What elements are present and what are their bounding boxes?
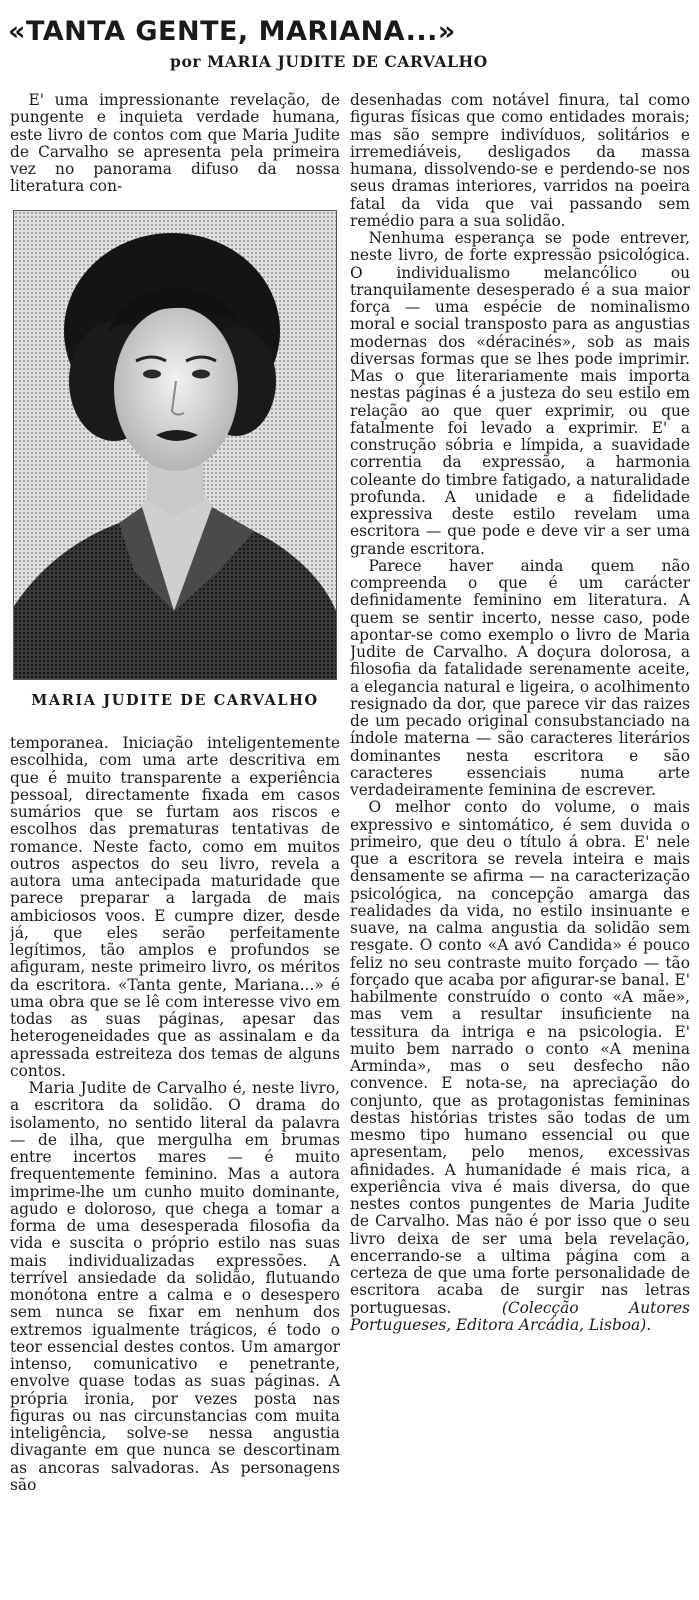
paragraph-2-continued: desenhadas com notável finura, tal como figuras físicas que como entidades morais; mas são sempre indivíduos, solitários e irremediáveis, desligados da massa humana, dissolvendo-se e perdendo-se nos seus dramas interiores, varridos na poeira fatal da vida que vai passando sem remédio para a sua solidão. [350,92,690,230]
paragraph-1-continued: temporanea. Iniciação inteligentemente escolhida, com uma arte descritiva em que é muito transparente a experiência pessoal, directamente fixada em casos sumários que se furtam aos riscos e escolhos das prematuras tentativas de romance. Neste facto, como em muitos outros aspectos do seu livro, revela a autora uma antecipada maturidade que parece preparar a largada de mais ambiciosos voos. E cumpre dizer, desde já, que eles serão perfeitamente legítimos, tão amplos e profundos se afiguram, neste primeiro livro, os méritos da escritora. «Tanta gente, Mariana...» é uma obra que se lê com interesse vivo em todas as suas páginas, apesar das heterogeneidades que as assinalam e da apressada estreiteza dos temas de alguns contos. [10,735,340,1080]
portrait-image [14,211,336,679]
right-column [350,92,690,1591]
article-title: «TANTA GENTE, MARIANA...» [8,16,456,47]
paragraph-5 [350,799,690,1334]
paragraph-4: Parece haver ainda quem não compreenda o que é um carácter definidamente feminino em literatura. A quem se sentir incerto, nesse caso, pode apontar-se como exemplo o livro de Maria Judite de Carvalho. A doçura dolorosa, a filosofia da fatalidade serenamente aceite, a elegancia natural e ligeira, o acolhimento resignado da dor, que parece vir das raizes de um pecado original consubstanciado na índole materna — são caracteres literários dominantes nesta escritora e são caracteres essenciais numa arte verdadeiramente feminina de escrever. [350,556,690,799]
left-column-top [10,92,340,200]
article-byline: por MARIA JUDITE DE CARVALHO [170,52,488,71]
author-portrait-photo [13,210,337,680]
paragraph-5-text: O melhor conto do volume, o mais expressivo e sintomático, é sem duvida o primeiro, que deu o título á obra. E' nele que a escritora se revela inteira e mais densamente se afirma — na caracterização psicológica, na concepção amarga das realidades da vida, no estilo insinuante e suave, na calma angustia da solidão sem resgate. O conto «A avó Candida» é pouco feliz no seu contraste muito forçado — tão forçado que acaba por afigurar-se banal. E' habilmente construído o conto «A mãe», mas vem a resultar insuficiente na tessitura da intriga e na psicologia. E' muito bem narrado o conto «A menina Arminda», mas o seu desfecho não convence. E nota-se, na apreciação do conjunto, que as protagonistas femininas destas histórias tristes são todas de um mesmo tipo humano essencial ou que apresentam, pelo menos, excessivas afinidades. A humanidade é mais rica, a experiência viva é mais diversa, do que nestes contos pungentes de Maria Judite de Carvalho. Mas não é por isso que o seu livro deixa de ser uma bela revelação, encerrando-se a ultima página com a certeza de que uma forte personalidade de escritora acaba de surgir nas letras portuguesas. [350,798,690,1317]
paragraph-3: Nenhuma esperança se pode entrever, neste livro, de forte expressão psicológica. O individualismo melancólico ou tranquilamente desesperado é a sua maior força — uma espécie de nominalismo moral e social transposto para as angustias modernas dos «déracinés», sob as mais diversas formas que se lhes pode imprimir. Mas o que literariamente mais importa nestas páginas é a justeza do seu estilo em relação ao que quer exprimir, ou que fatalmente foi levado a exprimir. E' a construção sóbria e límpida, a suavidade correntia da expressão, a harmonia coleante do timbre fatigado, a naturalidade profunda. A unidade e a fidelidade expressiva deste estilo revelam uma escritora — que pode e deve vir a ser uma grande escritora. [350,229,690,558]
paragraph-1-opening: E' uma impressionante revelação, de pungente e inquieta verdade humana, este livro de contos com que Maria Judite de Carvalho se apresenta pela primeira vez no panorama difuso da nossa literatura con- [10,92,340,196]
photo-caption: MARIA JUDITE DE CARVALHO [31,692,319,709]
book-citation: (Colecção Autores Portugueses, Editora Arcádia, Lisboa). [350,1298,690,1334]
paragraph-2: Maria Judite de Carvalho é, neste livro, a escritora da solidão. O drama do isolamento, no sentido literal da palavra — de ilha, que mergulha em brumas entre incertos mares — é muito frequentemente feminino. Mas a autora imprime-lhe um cunho muito dominante, agudo e doloroso, que chega a tomar a forma de uma desesperada filosofia da vida e suscita o próprio estilo nas suas mais individualizadas expressões. A terrível ansiedade da solidão, flutuando monótona entre a calma e o desespero sem nunca se fixar em nenhum dos extremos igualmente trágicos, é todo o teor essencial destes contos. Um amargor intenso, comunicativo e penetrante, envolve quase todas as suas páginas. A própria ironia, por vezes posta nas figuras ou nas circunstancias com muita inteligência, solve-se nessa angustia divagante em que nunca se descortinam as ancoras salvadoras. As personagens são [10,1079,340,1494]
left-column-bottom [10,735,340,1591]
